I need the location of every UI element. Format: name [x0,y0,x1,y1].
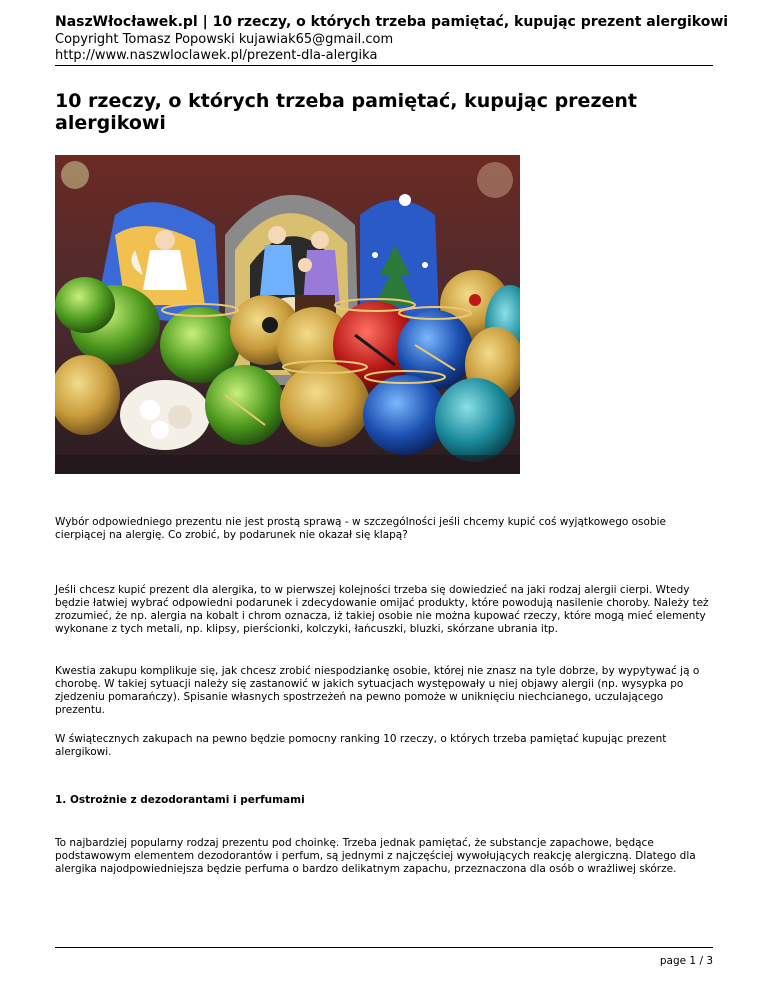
section-heading: 1. Ostrożnie z dezodorantami i perfumami [55,794,305,806]
article-paragraph: Wybór odpowiedniego prezentu nie jest prostą sprawą - w szczególności jeśli chcemy kupić coś wyjątkowego osobie cierpiącej na alergię. Co zrobić, by podarunek nie okazał się klapą? [55,516,666,541]
christmas-glassware-picture [55,155,520,474]
article-paragraph: To najbardziej popularny rodzaj prezentu pod choinkę. Trzeba jednak pamiętać, że substancje zapachowe, będące podstawowym elementem dezodorantów i perfum, są jednymi z najczęściej wywołujących reakcję alergiczną. Dlatego dla alergika najodpowiedniejsza będzie perfuma o bardzo delikatnym zapachu, przeznaczona dla osób o wrażliwej skórze. [55,837,696,875]
article-title: 10 rzeczy, o których trzeba pamiętać, kupując prezent alergikowi [55,90,637,134]
article-paragraph: W świątecznych zakupach na pewno będzie pomocny ranking 10 rzeczy, o których trzeba pamiętać kupując prezent alergikowi. [55,733,667,758]
article-photo [55,155,520,474]
article-paragraph: Kwestia zakupu komplikuje się, jak chcesz zrobić niespodziankę osobie, której nie znasz na tyle dobrze, by wypytywać ją o chorobę. W takiej sytuacji należy się zastanowić w jakich sytuacjach występowały u niej objawy alergii (np. wysypka po zjedzeniu pomarańczy). Spisanie własnych spostrzeżeń na pewno pomoże w uniknięciu niechcianego, uczulającego prezentu. [55,665,700,716]
article-paragraph: Jeśli chcesz kupić prezent dla alergika, to w pierwszej kolejności trzeba się dowiedzieć na jaki rodzaj alergii cierpi. Wtedy będzie łatwiej wybrać odpowiedni podarunek i zdecydowanie omijać produkty, które powodują nasilenie choroby. Należy też zrozumieć, że np. alergia na kobalt i chrom oznacza, iż takiej osobie nie można kupować rzeczy, które mogą mieć elementy wykonane z tych metali, np. klipsy, pierścionki, kolczyki, łańcuszki, bluzki, skórzane ubrania itp. [55,584,709,635]
header-copyright: Copyright Tomasz Popowski kujawiak65@gmail.com [55,32,394,47]
header-url[interactable]: http://www.naszwloclawek.pl/prezent-dla-alergika [55,48,378,63]
page-number: page 1 / 3 [659,955,713,967]
header-divider [55,65,713,66]
footer-divider [55,947,713,948]
header-title: NaszWłocławek.pl | 10 rzeczy, o których trzeba pamiętać, kupując prezent alergikowi [55,14,729,30]
page-header [55,13,729,64]
